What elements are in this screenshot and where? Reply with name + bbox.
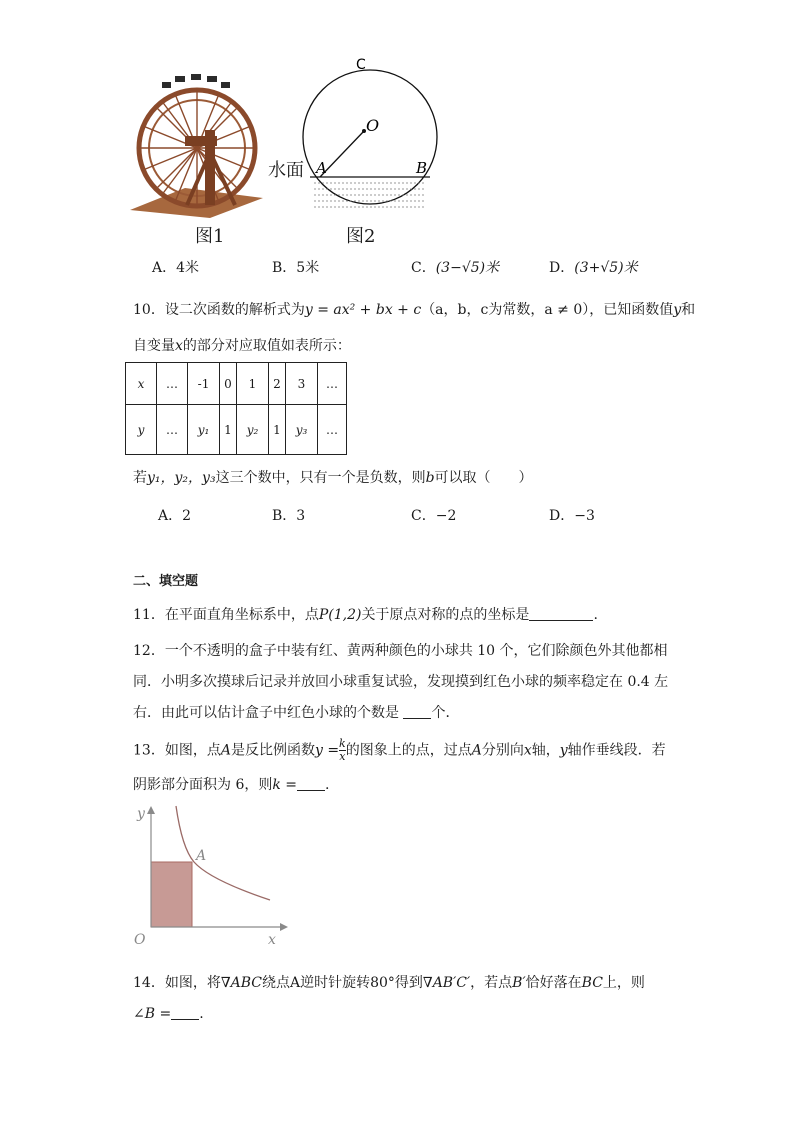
origin-label: O — [134, 932, 146, 948]
section-title: 二、填空题 — [133, 574, 199, 589]
q14-line2: ∠B = . — [133, 1006, 204, 1022]
q12-line3: 右．由此可以估计盒子中红色小球的个数是 个． — [133, 705, 460, 721]
answer-blank[interactable] — [403, 704, 431, 719]
answer-blank[interactable] — [171, 1005, 199, 1020]
point-a-label: A — [196, 848, 207, 864]
q9-option-a: A．4米 — [152, 260, 200, 276]
q10-question: 若y₁，y₂，y₃这三个数中，只有一个是负数，则b可以取（ ） — [133, 470, 533, 486]
label-a: A — [316, 159, 327, 177]
shaded-rectangle — [151, 862, 192, 927]
value-table — [125, 362, 347, 455]
q10-option-b: B．3 — [272, 508, 306, 524]
wheel-spokes — [139, 90, 255, 206]
figure2-caption: 图2 — [346, 226, 376, 247]
q10-line2: 自变量x的部分对应取值如表所示： — [133, 338, 351, 354]
answer-blank[interactable] — [297, 776, 325, 791]
answer-blank[interactable] — [529, 606, 593, 621]
label-b: B — [416, 159, 428, 177]
label-c: C — [356, 57, 366, 73]
q10-option-d: D．−3 — [549, 508, 595, 524]
q14-line1: 14．如图，将∇ABC绕点A逆时针旋转80°得到∇AB′C′，若点B′恰好落在BC上，则 — [133, 975, 645, 991]
q9-option-b: B．5米 — [272, 260, 320, 276]
q10-line1: 10．设二次函数的解析式为y = ax² + bx + c（a，b，c为常数，a ≠ 0），已知函数值y和 — [133, 302, 696, 318]
figure1-caption: 图1 — [195, 226, 225, 247]
q11-text: 11．在平面直角坐标系中，点P(1,2)关于原点对称的点的坐标是 . — [133, 607, 598, 623]
water-wheel-figure — [125, 70, 265, 220]
wheel-buckets — [162, 74, 230, 88]
q12-line1: 12．一个不透明的盒子中装有红、黄两种颜色的小球共 10 个，它们除颜色外其他都相 — [133, 643, 668, 659]
wheel-axle — [185, 136, 217, 146]
q10-option-c: C．−2 — [411, 508, 457, 524]
table-row: x … -1 0 1 2 3 … — [126, 363, 347, 405]
q12-line2: 同．小明多次摸球后记录并放回小球重复试验，发现摸到红色小球的频率稳定在 0.4 左 — [133, 674, 669, 690]
q9-option-d: D．(3+√5)米 — [549, 260, 638, 276]
table-row: y … y₁ 1 y₂ 1 y₃ … — [126, 405, 347, 455]
q10-option-a: A．2 — [158, 508, 192, 524]
x-axis-label: x — [268, 932, 276, 948]
q9-option-c: C．(3−√5)米 — [411, 260, 500, 276]
circle-o — [303, 70, 437, 204]
q13-line1: 13．如图，点A是反比例函数y = $\frac{k}{x}$ 的图象上的点，过点A分别向x轴，y轴作垂线段．若 — [133, 737, 666, 763]
circle-diagram — [300, 55, 440, 215]
inverse-function-graph — [130, 800, 290, 950]
water-surface-label: 水面 — [268, 160, 304, 181]
fraction-k-over-x: $\frac{k}{x}$ — [339, 737, 346, 763]
y-axis-label: y — [137, 806, 145, 822]
label-o: O — [366, 116, 380, 135]
q13-line2: 阴影部分面积为 6，则k = . — [133, 777, 330, 793]
